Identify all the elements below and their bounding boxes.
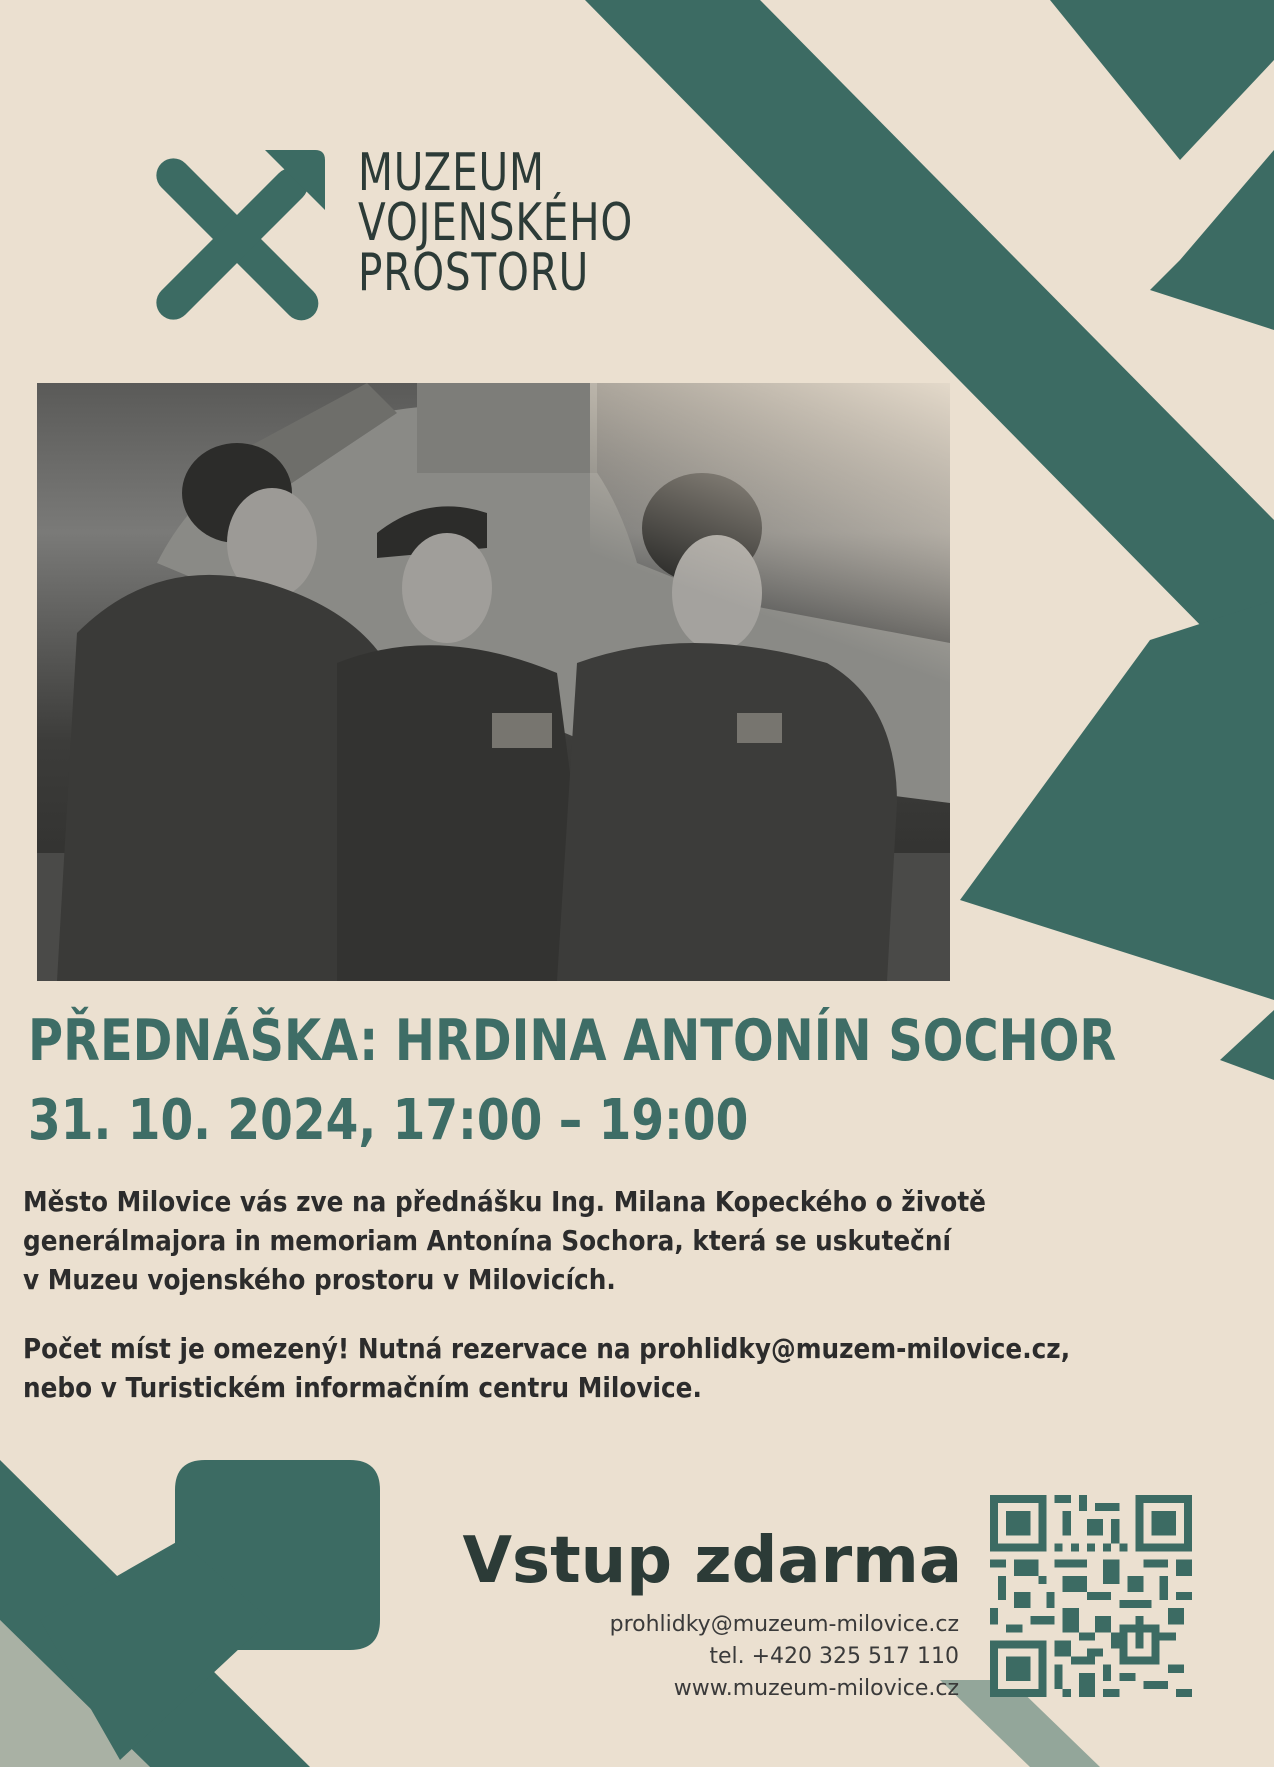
description-line: Počet míst je omezený! Nutná rezervace na prohlidky@muzem-milovice.cz,: [23, 1333, 1071, 1365]
free-entry-label: Vstup zdarma: [462, 1524, 962, 1598]
description-line: Město Milovice vás zve na přednášku Ing. Milana Kopeckého o životě: [23, 1186, 986, 1218]
logo-line-1: MUZEUM: [358, 143, 545, 203]
description-paragraph-1: [23, 1183, 1103, 1300]
description-line: v Muzeu vojenského prostoru v Milovicích.: [23, 1264, 616, 1296]
logo-line-2: VOJENSKÉHO: [358, 193, 634, 253]
description-line: nebo v Turistickém informačním centru Milovice.: [23, 1372, 702, 1404]
x-arrow-logo-icon: [150, 150, 325, 325]
event-title: PŘEDNÁŠKA: HRDINA ANTONÍN SOCHOR: [28, 1008, 1117, 1074]
contact-phone[interactable]: tel. +420 325 517 110: [709, 1644, 959, 1669]
photo-fade-overlay: [590, 383, 950, 683]
historical-photo: [37, 383, 950, 981]
museum-logo-text: [358, 143, 634, 303]
contact-website[interactable]: www.muzeum-milovice.cz: [673, 1676, 959, 1701]
logo-line-3: PROSTORU: [358, 243, 590, 303]
description-line: generálmajora in memoriam Antonína Sochora, která se uskuteční: [23, 1225, 951, 1257]
description-paragraph-2: [23, 1330, 1103, 1408]
event-datetime: 31. 10. 2024, 17:00 – 19:00: [28, 1088, 749, 1153]
qr-code-icon[interactable]: [990, 1495, 1192, 1697]
contact-email[interactable]: prohlidky@muzeum-milovice.cz: [609, 1612, 959, 1637]
